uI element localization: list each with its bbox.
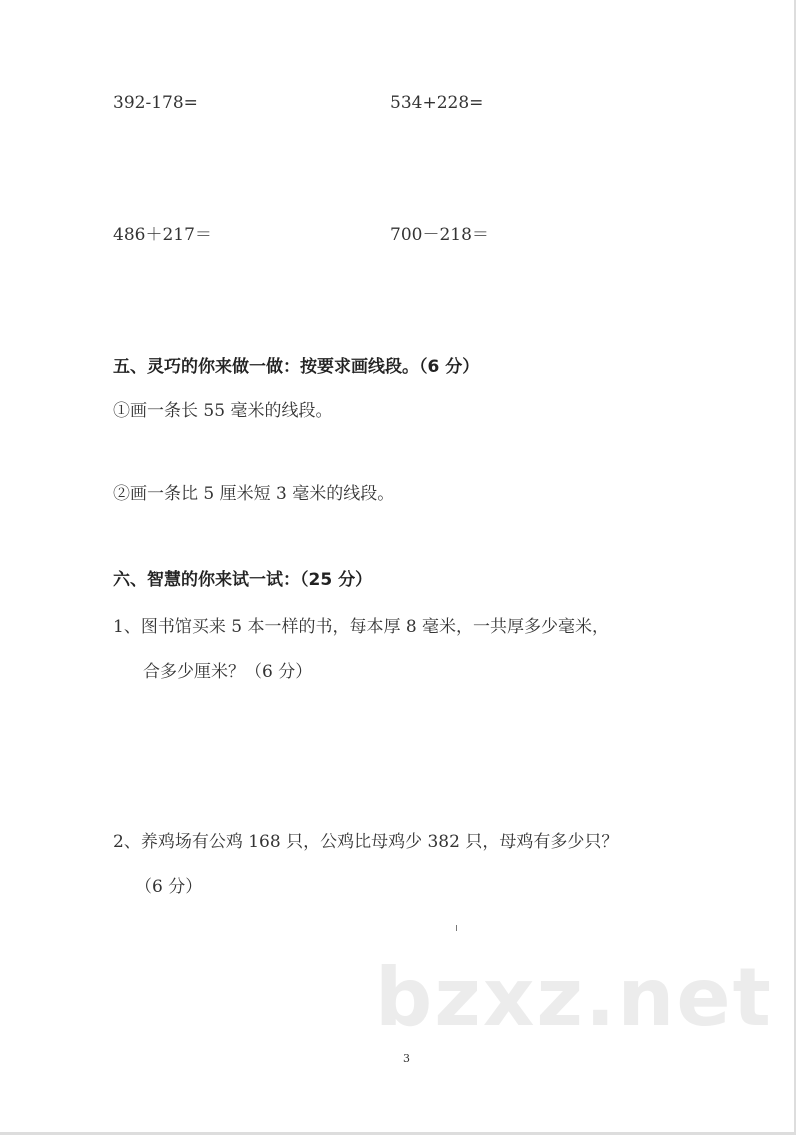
question-2-line-2: （6 分） bbox=[135, 877, 203, 897]
question-1-line-1: 1、图书馆买来 5 本一样的书，每本厚 8 毫米，一共厚多少毫米， bbox=[113, 617, 610, 637]
section5-item-1: ①画一条长 55 毫米的线段。 bbox=[113, 401, 333, 421]
question-1-line-2: 合多少厘米？（6 分） bbox=[143, 662, 313, 682]
section5-heading: 五、灵巧的你来做一做：按要求画线段。（6 分） bbox=[113, 357, 480, 377]
calc-1: 392-178= bbox=[113, 93, 198, 113]
section6-heading: 六、智慧的你来试一试：（25 分） bbox=[113, 570, 373, 590]
question-2-line-1: 2、养鸡场有公鸡 168 只，公鸡比母鸡少 382 只，母鸡有多少只？ bbox=[113, 832, 619, 852]
page-number: 3 bbox=[403, 1052, 410, 1065]
calc-4: 700－218＝ bbox=[390, 225, 489, 245]
calc-3: 486＋217＝ bbox=[113, 225, 212, 245]
watermark: bzxz.net bbox=[375, 951, 773, 1044]
stray-mark bbox=[456, 925, 457, 931]
section5-item-2: ②画一条比 5 厘米短 3 毫米的线段。 bbox=[113, 484, 395, 504]
calc-2: 534+228= bbox=[390, 93, 484, 113]
